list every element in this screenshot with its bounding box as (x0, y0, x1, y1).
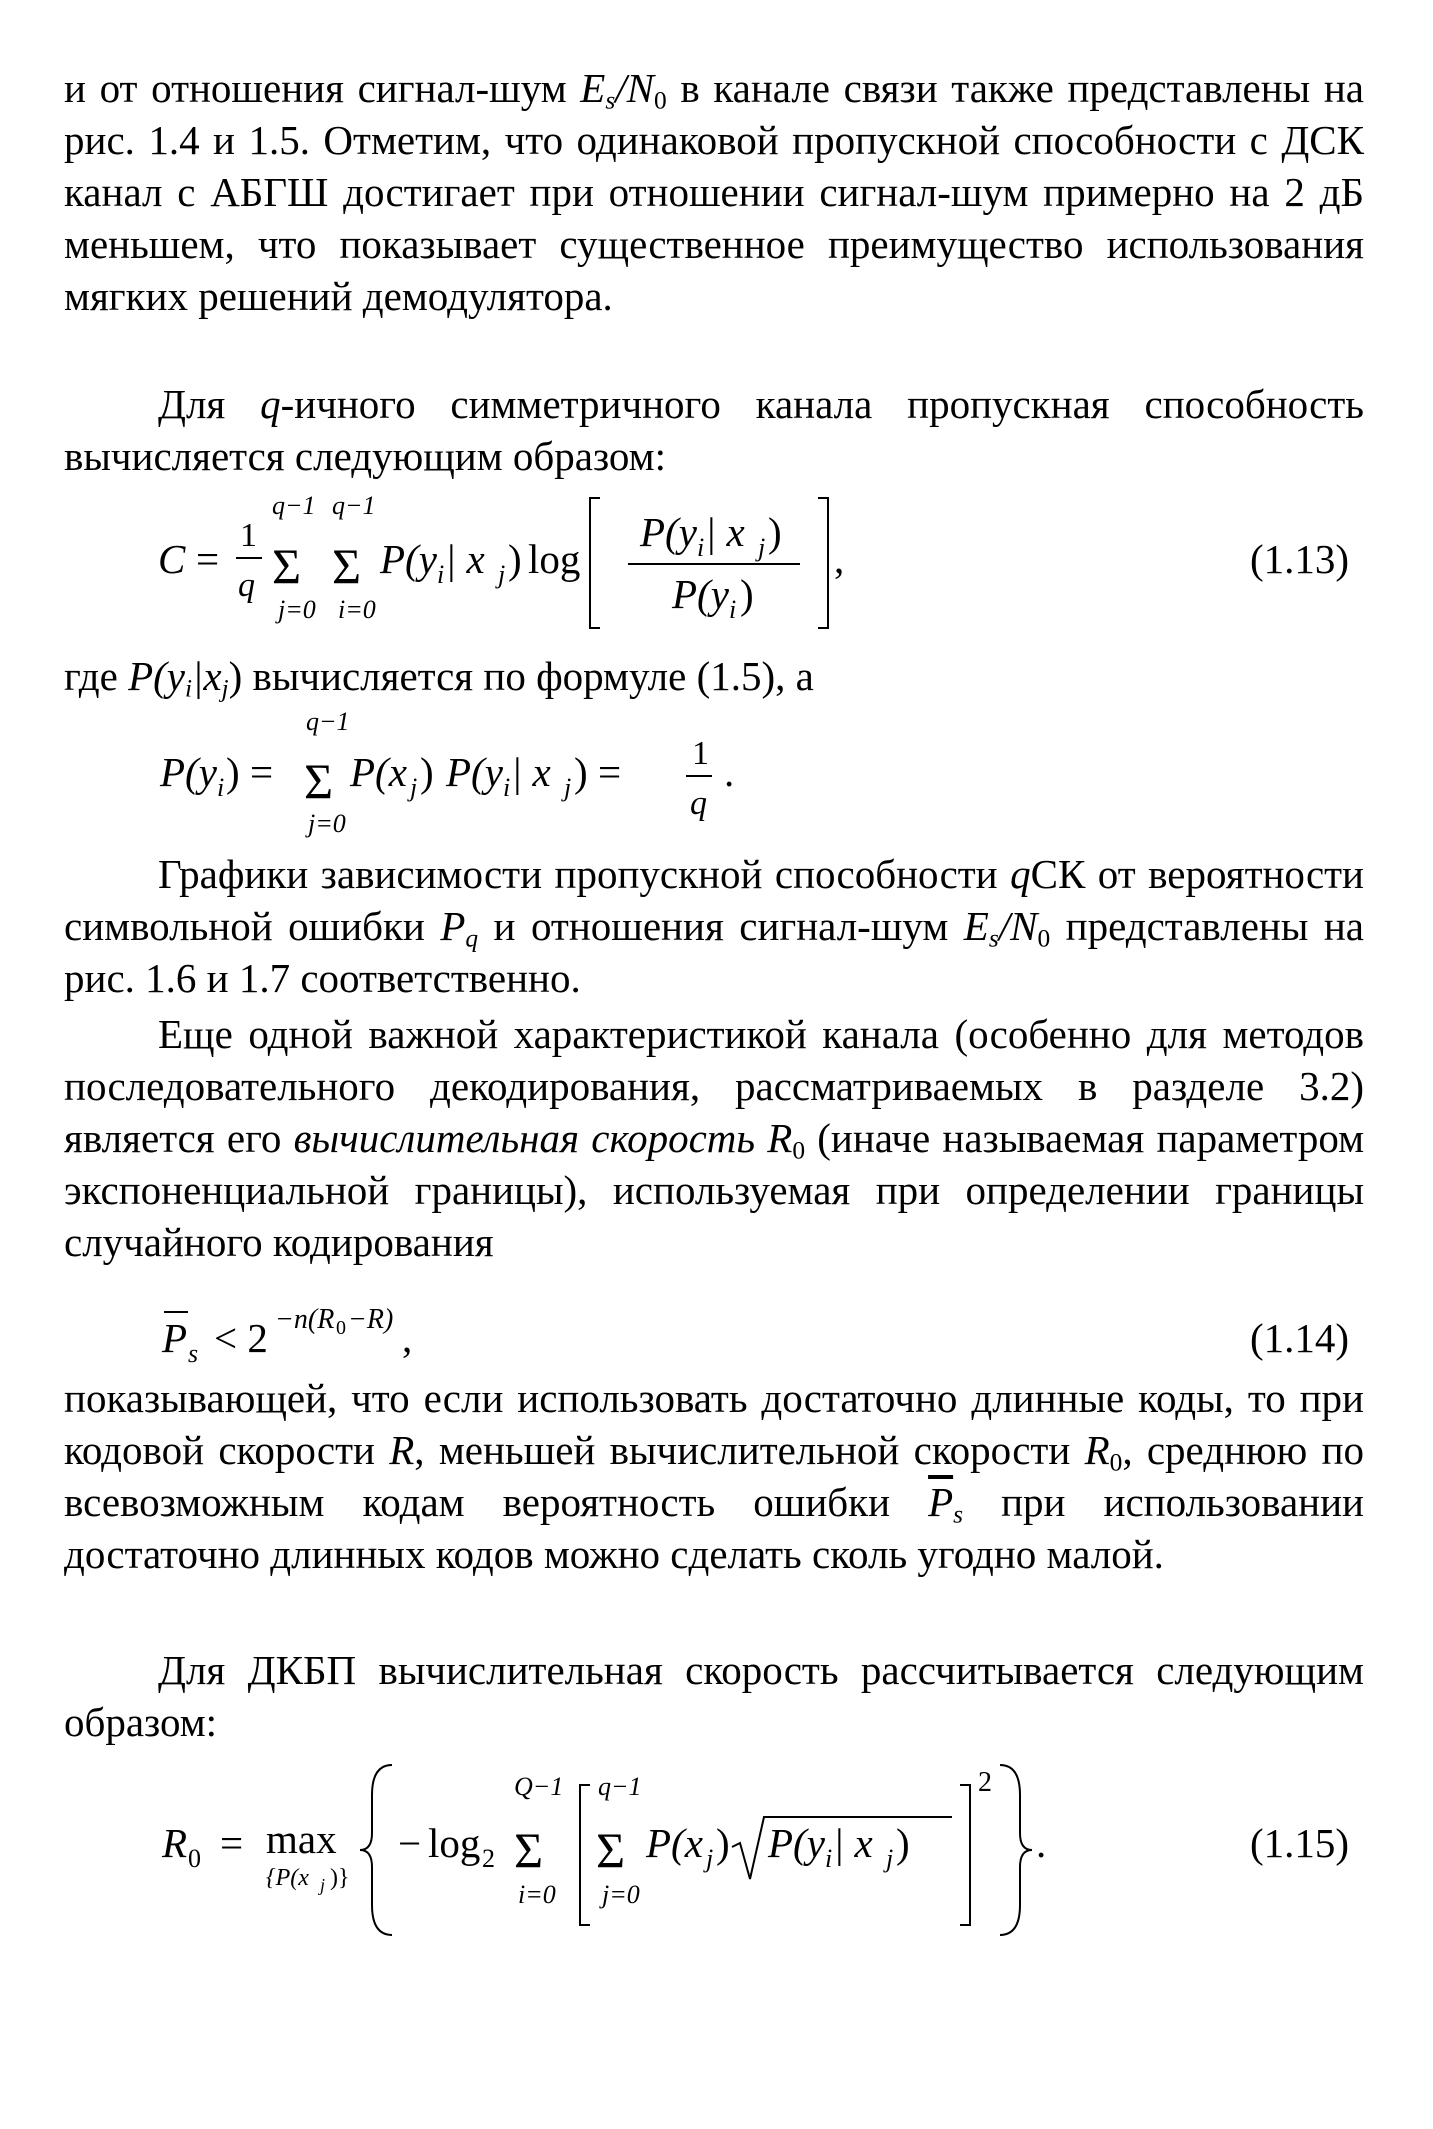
svg-text:q: q (238, 567, 255, 604)
svg-text:1: 1 (240, 517, 257, 554)
paragraph-7: Для ДКБП вычислительная скорость рассчитывается следующим образом: (64, 1647, 1364, 1745)
svg-text:Σ: Σ (304, 753, 334, 809)
paragraph-3: где $P(y_i|x_j)$ вычисляется по формуле (1.5), а (64, 653, 814, 703)
paragraph-1: и от отношения сигнал-шум $E_s/N_0$ в канале связи также представлены на рис. 1.4 и 1.5. Отметим, что одинаковой пропускной способности с ДСК канал с АБГШ достигает при отношении сигнал-шум примерно на 2 дБ меньшем, что показывает существенное преимущество использования мягких решений демодулятора. (64, 65, 1364, 319)
svg-text:=: = (220, 1820, 244, 1866)
paragraph-2: Для q-ичного симметричного канала пропускная способность вычисляется следующим образом: (64, 381, 1364, 479)
svg-text:s: s (188, 1339, 199, 1368)
svg-text:| x: | x (445, 536, 485, 582)
svg-text:=: = (598, 749, 622, 795)
svg-text:): ) (574, 749, 588, 795)
svg-text:P(y: P(y (768, 1820, 825, 1866)
svg-text:q−1: q−1 (598, 1772, 642, 1801)
svg-text:j=0: j=0 (602, 1880, 640, 1909)
svg-text:Σ: Σ (514, 1822, 544, 1878)
svg-text:): ) (508, 536, 522, 582)
svg-text:0: 0 (336, 1317, 346, 1339)
svg-text:j: j (706, 1844, 714, 1873)
svg-text:Σ: Σ (272, 538, 302, 594)
svg-text:i: i (217, 773, 225, 802)
svg-text:j: j (886, 1844, 894, 1873)
svg-text:): ) (768, 509, 782, 555)
svg-text:i: i (697, 533, 705, 562)
svg-text:P(x: P(x (350, 749, 407, 795)
equation-1-13 (0, 488, 1433, 638)
svg-text:i: i (437, 560, 445, 589)
svg-text:=: = (250, 749, 274, 795)
svg-text:P(y: P(y (446, 749, 503, 795)
svg-text:): ) (740, 571, 754, 617)
equation-1-14 (0, 1292, 1433, 1372)
svg-text:j: j (320, 1875, 326, 1895)
svg-text:,: , (402, 1315, 413, 1361)
svg-text:(1.13): (1.13) (1250, 536, 1350, 582)
svg-text:Σ: Σ (596, 1822, 626, 1878)
svg-text:< 2: < 2 (214, 1315, 268, 1361)
svg-text:P(y: P(y (672, 571, 729, 617)
svg-text:q−1: q−1 (332, 491, 376, 520)
svg-text:P(y: P(y (380, 536, 437, 582)
equation-py (0, 708, 1433, 838)
svg-text:j: j (498, 560, 506, 589)
svg-text:2: 2 (482, 1844, 495, 1873)
svg-text:−n(R: −n(R (275, 1304, 335, 1335)
paragraph-6: показывающей, что если использовать достаточно длинные коды, то при кодовой скорости R, меньшей вычислительной скорости $R_0$, среднюю по всевозможным кодам вероятность ошибки $\overline{P}_s$ при использовании достаточно длинных кодов можно сделать сколь угодно малой. (64, 1375, 1365, 1577)
svg-text:q−1: q−1 (272, 491, 316, 520)
svg-text:log: log (428, 1820, 481, 1866)
svg-text:| x: | x (833, 1820, 873, 1866)
svg-text:−R): −R) (348, 1304, 394, 1335)
svg-text:j=0: j=0 (308, 809, 346, 838)
svg-text:P(y: P(y (160, 749, 217, 795)
svg-text:j: j (564, 773, 572, 802)
svg-text:i: i (825, 1844, 833, 1873)
svg-text:| x: | x (511, 749, 551, 795)
svg-text:1: 1 (692, 735, 709, 772)
svg-text:): ) (420, 749, 434, 795)
svg-text:max: max (266, 1816, 337, 1862)
svg-text:C: C (158, 536, 186, 582)
svg-text:Σ: Σ (332, 538, 362, 594)
svg-text:=: = (196, 536, 220, 582)
svg-text:i: i (729, 595, 737, 624)
svg-text:2: 2 (978, 1767, 992, 1798)
svg-text:): ) (716, 1820, 730, 1866)
svg-text:(1.15): (1.15) (1250, 1820, 1350, 1866)
equation-1-15 (0, 1755, 1433, 1945)
svg-text:i=0: i=0 (338, 595, 376, 624)
svg-text:.: . (1036, 1820, 1047, 1866)
svg-text:): ) (226, 749, 240, 795)
svg-text:i=0: i=0 (518, 1880, 556, 1909)
svg-text:log: log (528, 536, 581, 582)
svg-text:i: i (503, 773, 511, 802)
svg-text:q: q (690, 785, 707, 822)
svg-text:P(x: P(x (646, 1820, 703, 1866)
svg-text:Q−1: Q−1 (514, 1772, 564, 1801)
svg-text:P(y: P(y (640, 509, 697, 555)
svg-text:j=0: j=0 (278, 595, 316, 624)
svg-text:| x: | x (705, 509, 745, 555)
svg-text:.: . (724, 749, 735, 795)
svg-text:0: 0 (188, 1844, 201, 1873)
svg-text:q−1: q−1 (306, 708, 350, 736)
svg-text:): ) (896, 1820, 910, 1866)
svg-text:(1.14): (1.14) (1250, 1315, 1350, 1361)
svg-text:j: j (758, 533, 766, 562)
svg-text:P: P (162, 1315, 188, 1361)
paragraph-5: Еще одной важной характеристикой канала (особенно для методов последовательного декодирования, рассматриваемых в разделе 3.2) является его вычислительная скорость $R_0$ (иначе называемая параметром экспоненциальной границы), используемая при определении границы случайного кодирования (64, 1011, 1365, 1265)
paragraph-4: Графики зависимости пропускной способности qСК от вероятности символьной ошибки $P_q$ и отношения сигнал-шум $E_s/N_0$ представлены на рис. 1.6 и 1.7 соответственно. (64, 851, 1364, 1001)
svg-text:−: − (398, 1820, 422, 1866)
svg-text:)}: )} (330, 1865, 350, 1891)
svg-text:R: R (162, 1820, 188, 1866)
svg-text:j: j (410, 773, 418, 802)
svg-text:{P(x: {P(x (266, 1865, 309, 1891)
svg-text:,: , (834, 536, 845, 582)
